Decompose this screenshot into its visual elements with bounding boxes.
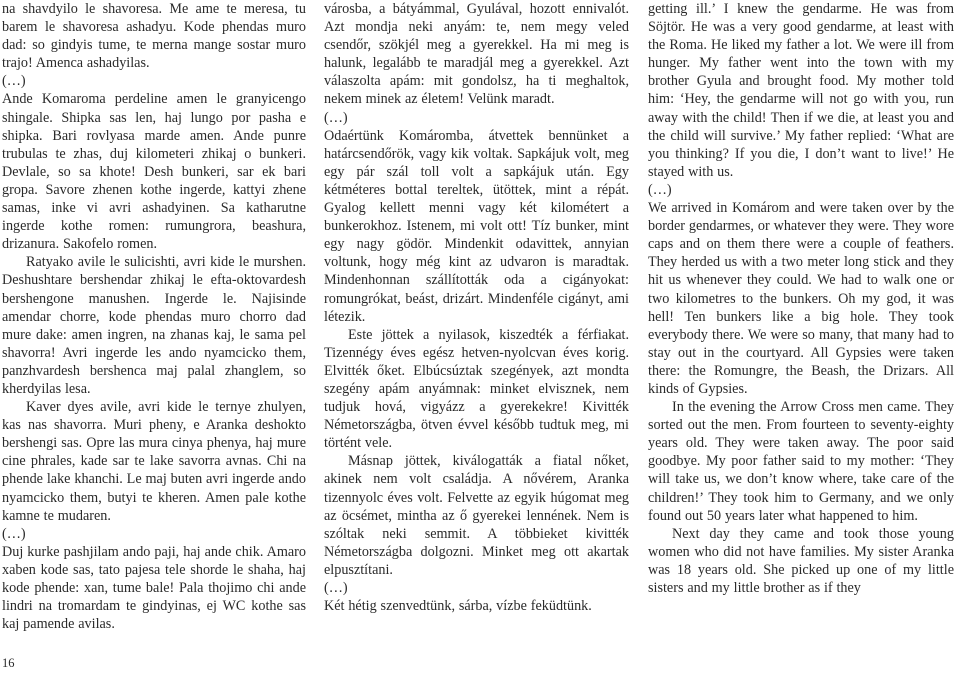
paragraph: getting ill.’ I knew the gendarme. He was from Söjtör. He was a very good gendarme, at least with the Roma. He liked my father a lot. We were ill from hunger. My father went into the town with my brother Gyula and brought food. My mother told him: ‘Hey, the gendarme will not go with you, run away with the child! Then if we die, at least you and the child will survive.’ My father replied: ‘What are you thinking? If you die, I don’t want to live!’ He stayed with us. xyxy=(648,1,954,180)
paragraph: In the evening the Arrow Cross men came. They sorted out the men. From fourteen to seventy-eighty years old. They were taken away. The poor said goodbye. My poor father said to my mother: ‘They will take us, we don’t know where, take care of the children!’ They took him to Germany, and we only found out 50 years later what happened to him. xyxy=(648,399,954,524)
paragraph: Este jöttek a nyilasok, kiszedték a férfiakat. Tizennégy éves egész hetven-nyolcvan éves korig. Elvitték őket. Elbúcsúztak szegények, azt mondta szegény apám anyámnak: minket elvisznek, nem tudjuk hová, vigyázz a gyerekekre! Kivitték Németországba, ötven évvel később tudtuk meg, mi történt vele. xyxy=(324,326,629,452)
paragraph: Ratyako avile le sulicishti, avri kide le murshen. Deshushtare bershendar zhikaj le efta-oktovardesh bershengone manushen. Ingerde le. Najisinde amendar chorre, kode phendas muro chorro dad mure dake: amen ingren, na zhanas kaj, le sama pel shavorra! Avri ingerde les ando nyamcicko them, panzhvardesh bershenca maj palal zhanglem, so kherdyilas lesa. xyxy=(2,254,306,397)
paragraph: Ande Komaroma perdeline amen le granyicengo shingale. Shipka sas len, haj lungo por pasha e shipka. Bari rovlyasa marde amen. Ande punre trubulas te zhas, duj kilometeri zhikaj o bunkeri. Devlale, so sa khote! Desh bunkeri, sar ek bari gropa. Savore zhenen kothe ingerde, kattyi zhene samas, inke vi avri ashadyinen. Sa katharutne ingerde kothe romen: rumungrora, beashura, drizanura. Sakofelo romen. xyxy=(2,91,306,253)
paragraph: We arrived in Komárom and were taken over by the border gendarmes, or whatever they were. They wore caps and on them there were a couple of feathers. They herded us with a two meter long stick and they hit us whenever they could. We had to walk one or two kilometres to the bunkers. Oh my god, it was hell! Ten bunkers like a big hole. They took everybody there. We were so many, that many had to stay out in the courtyard. All Gypsies were taken there: the Romungre, the Beash, the Drizars. All kinds of Gypsies. xyxy=(648,200,954,397)
paragraph: Másnap jöttek, kiválogatták a fiatal nőket, akinek nem volt családja. A nővérem, Aranka tizennyolc éves volt. Felvette az egyik húgomat meg az öcsémet, mintha az ő gyerekei lennének. Nem is szóltak neki semmit. A többieket kivitték Németországba dolgozni. Minket meg ott akartak elpusztítani. xyxy=(324,453,629,578)
ellipsis-marker: (…) xyxy=(2,73,26,90)
column-english xyxy=(648,0,954,597)
paragraph: Kaver dyes avile, avri kide le ternye zhulyen, kas nas shavorra. Muri pheny, e Aranka deshokto bershengi sas. Opre las mura cinya phenya, haj mure cine phrales, kade sar te lake savorra avnas. Chi na phende lake khanchi. Le maj buten avri ingerde ando nyamcicko them, butyi te kheren. Amen pale kothe kamne te mudaren. xyxy=(2,399,306,524)
paragraph: na shavdyilo le shavoresa. Me ame te meresa, tu barem le shavoresa ashadyu. Kode phendas muro dad: so gindyis tume, te merna mange sostar muro trajo! Amenca ashadyilas. xyxy=(2,1,306,72)
paragraph: Duj kurke pashjilam ando paji, haj ande chik. Amaro xaben kode sas, tato pajesa tele shorde le shaha, haj kode phende: xan, tume bale! Pala thojimo chi ande lindri na tromardam te gindyinas, ej WC kothe sas kaj pamende avilas. xyxy=(2,543,306,633)
ellipsis-marker: (…) xyxy=(324,580,348,596)
paragraph: városba, a bátyámmal, Gyulával, hozott ennivalót. Azt mondja neki anyám: te, nem megy veled csendőr, szökjél meg a gyerekkel. Ha mi meg is halunk, legalább te maradjál meg a gyerekkel. Azt válaszolta apám: mit gondolsz, ha ti meghaltok, nekem minek az életem! Velünk maradt. xyxy=(324,1,629,108)
paragraph: Odaértünk Komáromba, átvettek bennünket a határcsendőrök, vagy kik voltak. Sapkájuk volt, meg egy pár szál toll volt a sapkájuk után. Egy kétméteres bottal tereltek, ütöttek, mint a répát. Gyalog kellett menni vagy két kilométert a bunkerokhoz. Istenem, mi volt ott! Tíz bunker, mint egy nagy gödör. Mindenkit odavittek, annyian voltunk, hogy még kint az udvaron is maradtak. Mindenhonnan szállították oda a cigányokat: romungrókat, beást, drizárt. Mindenféle cigányt, ami létezik. xyxy=(324,127,629,325)
ellipsis-marker: (…) xyxy=(2,525,26,542)
ellipsis-marker: (…) xyxy=(648,181,672,198)
page-number: 16 xyxy=(2,656,15,670)
paragraph: Next day they came and took those young women who did not have families. My sister Aranka was 18 years old. She picked up one of my little sisters and my little brother as if they xyxy=(648,525,954,596)
column-romani xyxy=(2,0,306,633)
column-hungarian xyxy=(324,0,629,615)
paragraph: Két hétig szenvedtünk, sárba, vízbe feküdtünk. xyxy=(324,598,592,615)
ellipsis-marker: (…) xyxy=(324,109,348,126)
